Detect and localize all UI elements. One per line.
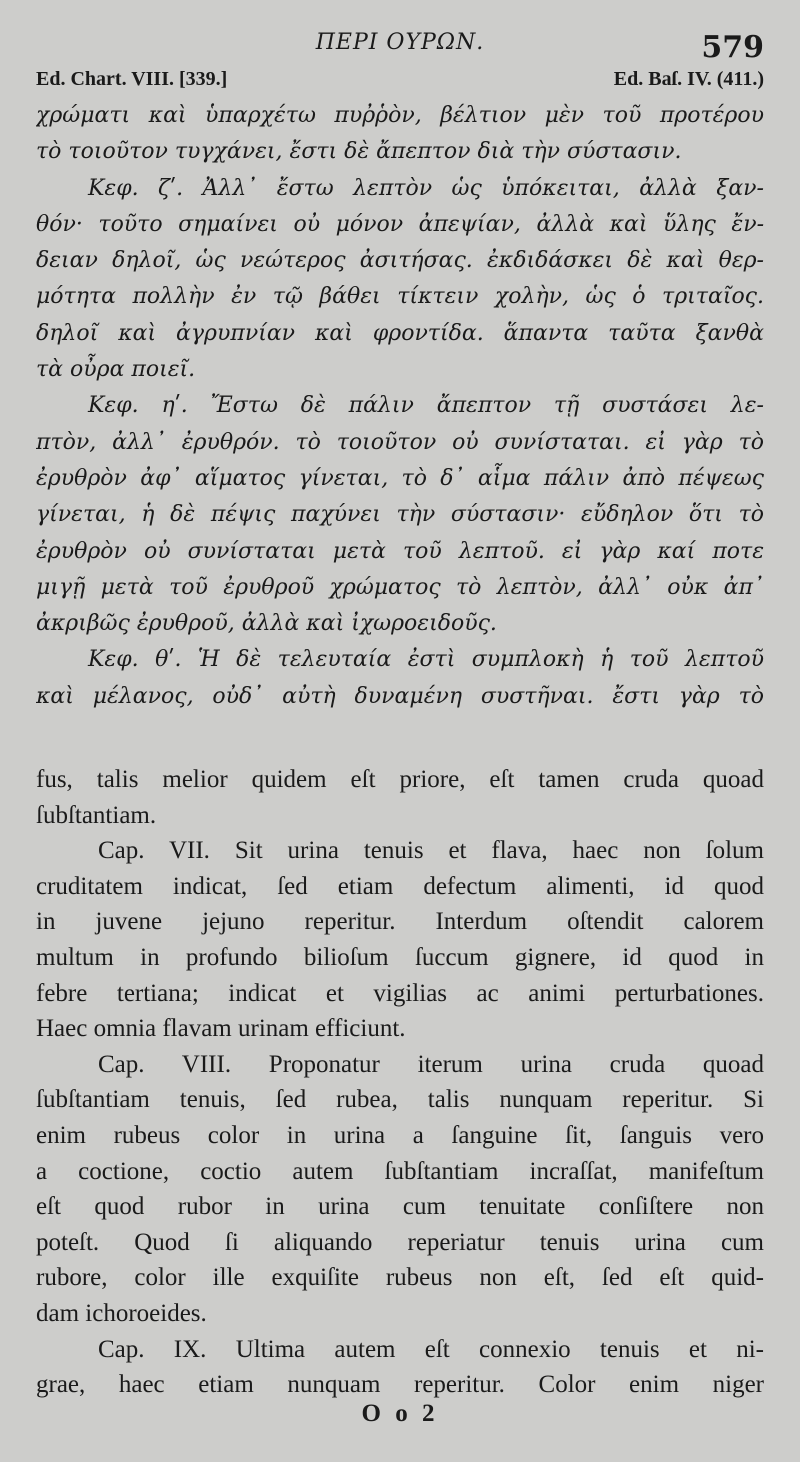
edition-reference-left: Ed. Chart. VIII. [339.] [36, 68, 228, 90]
greek-line: καὶ μέλανος, οὐδ᾽ αὐτὴ δυναμένη συστῆναι. ἔστι γὰρ τὸ [36, 683, 764, 709]
latin-line: Haec omnia flavam urinam efficiunt. [36, 1015, 406, 1043]
greek-line: χρώματι καὶ ὑπαρχέτω πυῤῥὸν, βέλτιον μὲν τοῦ προτέρου [36, 103, 764, 128]
latin-line: grae, haec etiam nunquam reperitur. Color enim niger [36, 1371, 764, 1399]
latin-line: Cap. VIII. Proponatur iterum urina cruda quoad [98, 1050, 764, 1078]
latin-line: ſubſtantiam. [36, 801, 157, 829]
greek-line: ἀκριβῶς ἐρυθροῦ, ἀλλὰ καὶ ἰχωροειδοῦς. [36, 611, 497, 637]
greek-line: Κεφ. ζʹ. Ἀλλ᾽ ἔστω λεπτὸν ὡς ὑπόκειται, ἀλλὰ ξαν- [88, 175, 764, 201]
greek-line: ἐρυθρὸν οὐ συνίσταται μετὰ τοῦ λεπτοῦ. εἰ γὰρ καί ποτε [36, 538, 764, 564]
latin-line: Cap. VII. Sit urina tenuis et flava, haec non ſolum [98, 837, 764, 865]
greek-line: Κεφ. θʹ. Ἡ δὲ τελευταία ἐστὶ συμπλοκὴ ἡ τοῦ λεπτοῦ [88, 647, 764, 673]
latin-line: a coctione, coctio autem ſubſtantiam incraſſat, manifeſtum [36, 1157, 764, 1185]
latin-line: ſubſtantiam tenuis, ſed rubea, talis nunquam reperitur. Si [36, 1086, 764, 1114]
printer-signature-mark: O o 2 [361, 1400, 439, 1427]
latin-text-block [36, 762, 764, 1403]
latin-line: dam ichoroeides. [36, 1299, 207, 1327]
greek-line: μιγῇ μετὰ τοῦ ἐρυθροῦ χρώματος τὸ λεπτὸν, ἀλλ᾽ οὐκ ἀπ᾽ [36, 574, 764, 600]
latin-line: rubore, color ille exquiſite rubeus non eſt, ſed eſt quid- [36, 1264, 764, 1292]
greek-line: δηλοῖ καὶ ἀγρυπνίαν καὶ φροντίδα. ἅπαντα ταῦτα ξανθὰ [36, 320, 764, 346]
latin-line: in juvene jejuno reperitur. Interdum oſtendit calorem [36, 908, 764, 936]
greek-line: ἐρυθρὸν ἀφ᾽ αἵματος γίνεται, τὸ δ᾽ αἷμα πάλιν ἀπὸ πέψεως [36, 465, 764, 491]
greek-line: πτὸν, ἀλλ᾽ ἐρυθρόν. τὸ τοιοῦτον οὐ συνίσταται. εἰ γὰρ τὸ [36, 429, 764, 455]
latin-line: enim rubeus color in urina a ſanguine ſit, ſanguis vero [36, 1121, 764, 1149]
greek-line: Κεφ. ηʹ. Ἔστω δὲ πάλιν ἄπεπτον τῇ συστάσει λε- [88, 393, 764, 419]
latin-line: Cap. IX. Ultima autem eſt connexio tenuis et ni- [98, 1335, 764, 1363]
latin-line: fus, talis melior quidem eſt priore, eſt tamen cruda quoad [36, 766, 764, 793]
greek-text-block [36, 98, 764, 715]
greek-line: μότητα πολλὴν ἐν τῷ βάθει τίκτειν χολὴν, ὡς ὁ τριταῖος. [36, 284, 764, 310]
greek-line: θόν· τοῦτο σημαίνει οὐ μόνον ἀπεψίαν, ἀλλὰ καὶ ὕλης ἔν- [36, 211, 764, 237]
running-title: ΠΕΡΙ ΟΥΡΩΝ. [315, 30, 485, 55]
latin-line: febre tertiana; indicat et vigilias ac animi perturbationes. [36, 979, 764, 1007]
latin-line: eſt quod rubor in urina cum tenuitate conſiſtere non [36, 1193, 764, 1221]
greek-line: τὰ οὖρα ποιεῖ. [36, 357, 196, 383]
edition-reference-right: Ed. Baſ. IV. (411.) [613, 68, 764, 90]
greek-line: τὸ τοιοῦτον τυγχάνει, ἔστι δὲ ἄπεπτον διὰ τὴν σύστασιν. [36, 139, 682, 165]
latin-line: multum in profundo bilioſum ſuccum gignere, id quod in [36, 943, 764, 971]
page-number: 579 [701, 30, 764, 65]
greek-line: γίνεται, ἡ δὲ πέψις παχύνει τὴν σύστασιν· εὔδηλον ὅτι τὸ [36, 502, 764, 528]
latin-line: cruditatem indicat, ſed etiam defectum alimenti, id quod [36, 872, 764, 900]
greek-line: δειαν δηλοῖ, ὡς νεώτερος ἀσιτήσας. ἐκδιδάσκει δὲ καὶ θερ- [36, 248, 764, 274]
latin-line: poteſt. Quod ſi aliquando reperiatur tenuis urina cum [36, 1228, 764, 1256]
